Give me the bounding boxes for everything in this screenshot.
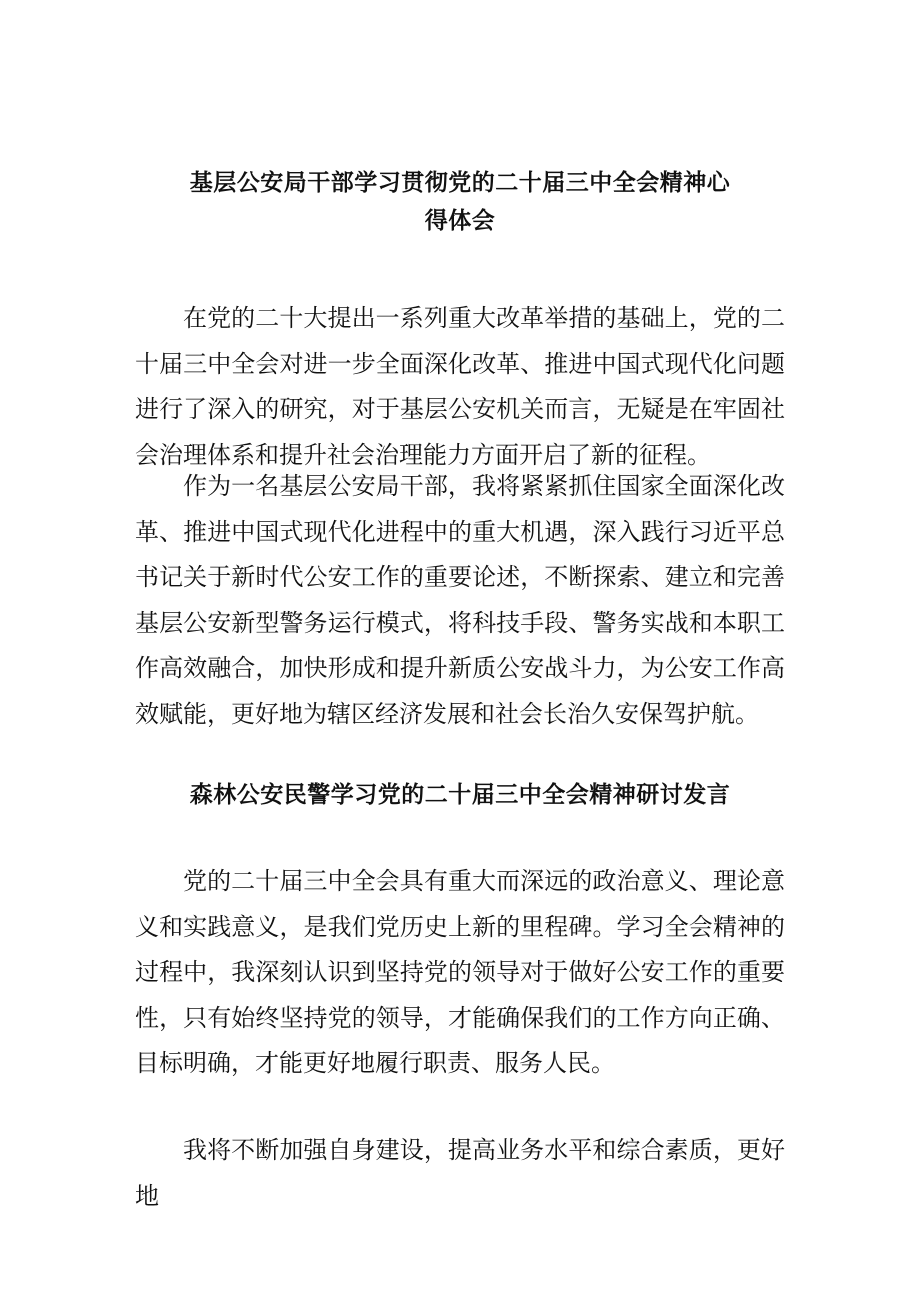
section1-paragraph1: 在党的二十大提出一系列重大改革举措的基础上，党的二十届三中全会对进一步全面深化改革、推进中国式现代化问题进行了深入的研究，对于基层公安机关而言，无疑是在牢固社会治理体系和提升社会治理能力方面开启了新的征程。 bbox=[135, 304, 785, 469]
section1-paragraph2: 作为一名基层公安局干部，我将紧紧抓住国家全面深化改革、推进中国式现代化进程中的重大机遇，深入践行习近平总书记关于新时代公安工作的重要论述，不断探索、建立和完善基层公安新型警务运行模式，将科技手段、警务实战和本职工作高效融合，加快形成和提升新质公安战斗力，为公安工作高效赋能，更好地为辖区经济发展和社会长治久安保驾护航。 bbox=[135, 472, 785, 728]
section2-paragraph2: 我将不断加强自身建设，提高业务水平和综合素质，更好地 bbox=[135, 1136, 785, 1210]
section1-title-line1: 基层公安局干部学习贯彻党的二十届三中全会精神心 bbox=[189, 170, 731, 196]
section1-title-line2: 得体会 bbox=[424, 208, 496, 234]
section1-title bbox=[0, 164, 920, 240]
section2-title: 森林公安民警学习党的二十届三中全会精神研讨发言 bbox=[189, 782, 731, 808]
section2-paragraph1: 党的二十届三中全会具有重大而深远的政治意义、理论意义和实践意义，是我们党历史上新的里程碑。学习全会精神的过程中，我深刻认识到坚持党的领导对于做好公安工作的重要性，只有始终坚持党的领导，才能确保我们的工作方向正确、目标明确，才能更好地履行职责、服务人民。 bbox=[135, 867, 785, 1077]
